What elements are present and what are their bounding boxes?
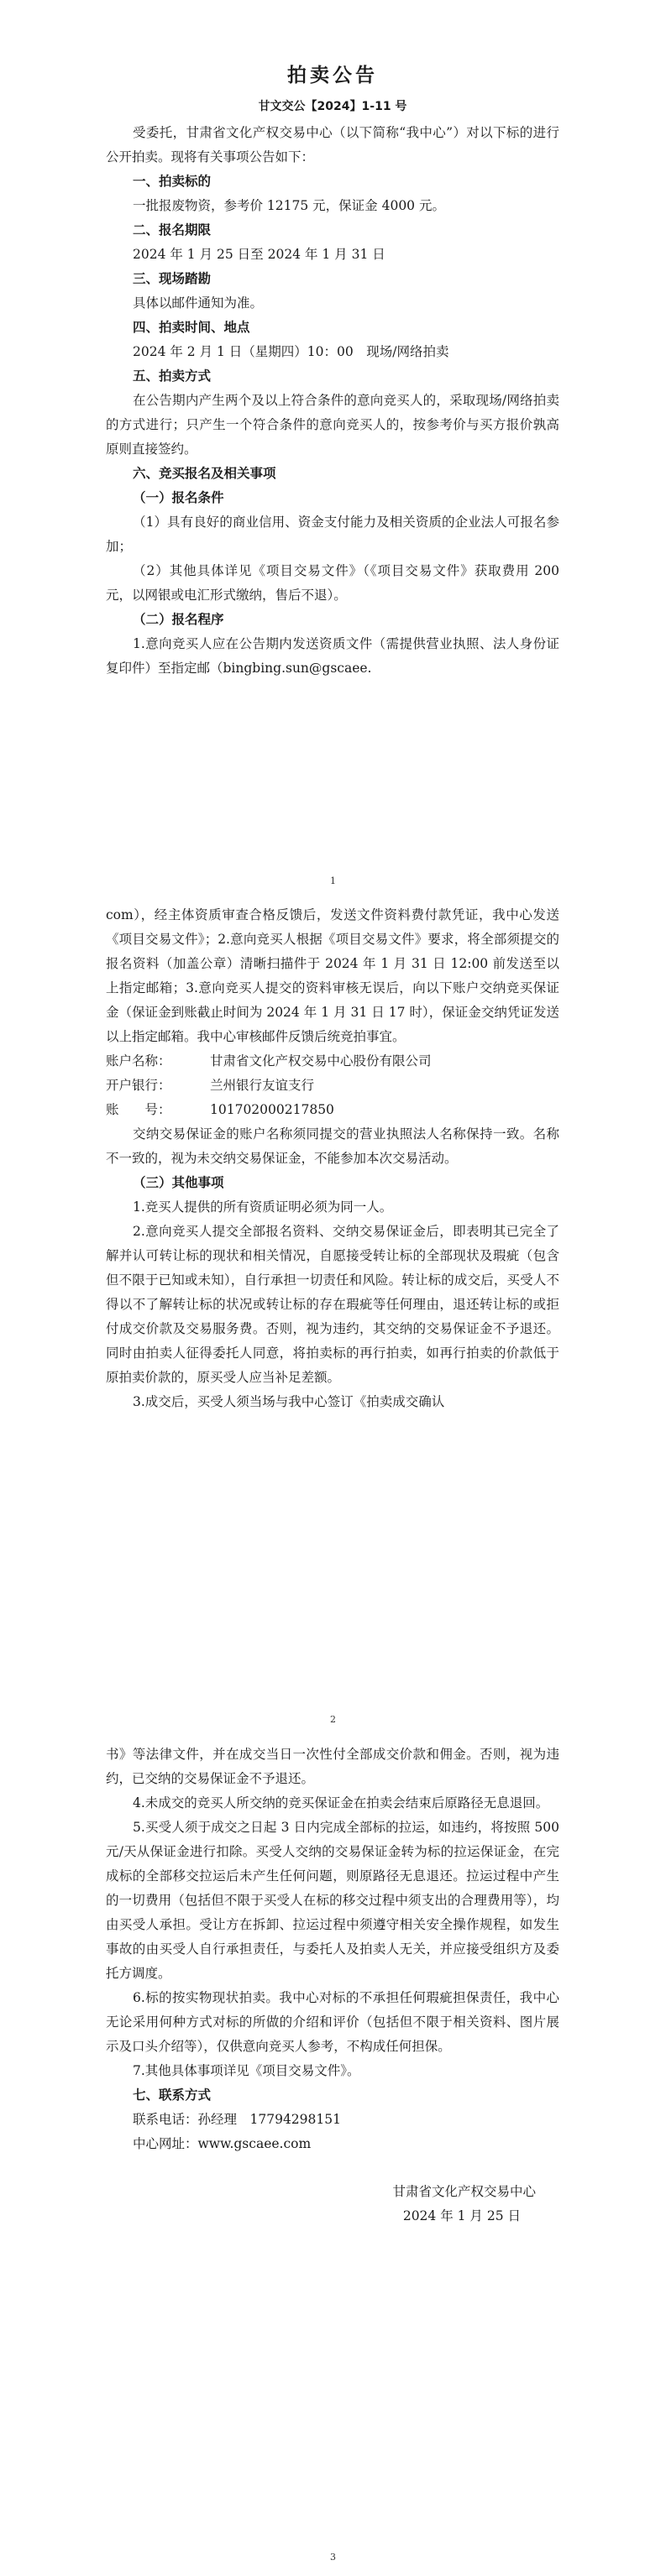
account-number-value: 101702000217850 xyxy=(210,1102,334,1117)
page-number: 2 xyxy=(330,1714,336,1725)
section-1-heading: 一、拍卖标的 xyxy=(133,174,212,189)
signature-organization: 甘肃省文化产权交易中心 xyxy=(392,2184,536,2199)
section-2-text: 2024 年 1 月 25 日至 2024 年 1 月 31 日 xyxy=(133,247,385,262)
contact-phone: 联系电话：孙经理 17794298151 xyxy=(133,2112,341,2127)
page-2-content xyxy=(106,903,559,1414)
registration-continued: com），经主体资质审查合格反馈后，发送文件资料费付款凭证，我中心发送《项目交易文件》；2.意向竞买人根据《项目交易文件》要求，将全部须提交的报名资料（加盖公章）清晰扫描件于 2024 年 1 月 31 日 12:00 前发送至以上指定邮箱；3.意向竞买人提交的资料审核无误后，向以下账户交纳竞买保证金（保证金到账截止时间为 2024 年 1 月 31 日 17 时），保证金交纳凭证发送以上指定邮箱。我中心审核邮件反馈后统竞拍事宜。 xyxy=(106,907,559,1044)
page-number: 3 xyxy=(330,2552,336,2563)
other-item-3-start: 3.成交后，买受人须当场与我中心签订《拍卖成交确认 xyxy=(133,1394,445,1409)
account-name-label: 账户名称： xyxy=(106,1053,171,1069)
page-3 xyxy=(0,1737,666,2576)
page-1 xyxy=(0,0,666,898)
section-3-heading: 三、现场踏勘 xyxy=(133,271,212,286)
account-name-row xyxy=(106,1049,559,1074)
deposit-note: 交纳交易保证金的账户名称须同提交的营业执照法人名称保持一致。名称不一致的，视为未交纳交易保证金，不能参加本次交易活动。 xyxy=(106,1126,559,1166)
contact-website: 中心网址：www.gscaee.com xyxy=(133,2136,312,2151)
section-6-heading: 六、竞买报名及相关事项 xyxy=(133,466,276,481)
signature-date: 2024 年 1 月 25 日 xyxy=(402,2208,521,2223)
section-1-text: 一批报废物资，参考价 12175 元，保证金 4000 元。 xyxy=(133,198,445,213)
subsection-2-heading: （二）报名程序 xyxy=(133,612,224,627)
bank-row xyxy=(106,1074,559,1098)
section-4-heading: 四、拍卖时间、地点 xyxy=(133,320,250,335)
page-3-content xyxy=(106,1743,559,2229)
document-title: 拍卖公告 xyxy=(287,65,378,86)
account-name-value: 甘肃省文化产权交易中心股份有限公司 xyxy=(210,1053,432,1069)
subsection-1-item-1: （1）具有良好的商业信用、资金支付能力及相关资质的企业法人可报名参加； xyxy=(106,515,559,554)
bank-label: 开户银行： xyxy=(106,1078,171,1093)
subsection-1-heading: （一）报名条件 xyxy=(133,490,224,505)
section-3-text: 具体以邮件通知为准。 xyxy=(133,295,264,311)
section-4-text: 2024 年 2 月 1 日（星期四）10：00 现场/网络拍卖 xyxy=(133,344,449,359)
page-number: 1 xyxy=(330,875,336,886)
section-2-heading: 二、报名期限 xyxy=(133,222,212,238)
other-item-7: 7.其他具体事项详见《项目交易文件》。 xyxy=(133,2063,360,2078)
subsection-1-item-2: （2）其他具体详见《项目交易文件》（《项目交易文件》获取费用 200 元，以网银或电汇形式缴纳，售后不退）。 xyxy=(106,563,559,603)
subsection-3-heading: （三）其他事项 xyxy=(133,1175,224,1190)
account-number-label: 账 号： xyxy=(106,1102,171,1117)
other-item-6: 6.标的按实物现状拍卖。我中心对标的不承担任何瑕疵担保责任，我中心无论采用何种方式对标的所做的介绍和评价（包括但不限于相关资料、图片展示及口头介绍等），仅供意向竞买人参考，不构成任何担保。 xyxy=(106,1990,559,2054)
subsection-2-item-1: 1.意向竞买人应在公告期内发送资质文件（需提供营业执照、法人身份证复印件）至指定邮（bingbing.sun@gscaee. xyxy=(106,636,559,676)
document-number: 甘文交公【2024】1-11 号 xyxy=(258,100,407,113)
page-2 xyxy=(0,898,666,1737)
section-5-heading: 五、拍卖方式 xyxy=(133,368,212,384)
other-item-4: 4.未成交的竞买人所交纳的竞买保证金在拍卖会结束后原路径无息退回。 xyxy=(133,1795,549,1811)
other-item-3-continued: 书》等法律文件，并在成交当日一次性付全部成交价款和佣金。否则，视为违约，已交纳的交易保证金不予退还。 xyxy=(106,1747,559,1786)
account-number-row xyxy=(106,1098,559,1122)
other-item-1: 1.竞买人提供的所有资质证明必须为同一人。 xyxy=(133,1199,393,1215)
section-7-heading: 七、联系方式 xyxy=(133,2087,212,2103)
other-item-2: 2.意向竞买人提交全部报名资料、交纳交易保证金后，即表明其已完全了解并认可转让标的现状和相关情况，自愿接受转让标的全部现状及瑕疵（包含但不限于已知或未知），自行承担一切责任和风险。转让标的成交后，买受人不得以不了解转让标的状况或转让标的存在瑕疵等任何理由，退还转让标的或拒付成交价款及交易服务费。否则，视为违约，其交纳的交易保证金不予退还。同时由拍卖人征得委托人同意，将拍卖标的再行拍卖，如再行拍卖的价款低于原拍卖价款的，原买受人应当补足差额。 xyxy=(106,1224,559,1385)
page-1-content xyxy=(106,62,559,681)
other-item-5: 5.买受人须于成交之日起 3 日内完成全部标的拉运，如违约，将按照 500 元/天从保证金进行扣除。买受人交纳的交易保证金转为标的拉运保证金，在完成标的全部移交拉运后未产生任何问题，则原路径无息退还。拉运过程中产生的一切费用（包括但不限于买受人在标的移交过程中须支出的合理费用等），均由买受人承担。受让方在拆卸、拉运过程中须遵守相关安全操作规程，如发生事故的由买受人自行承担责任，与委托人及拍卖人无关，并应接受组织方及委托方调度。 xyxy=(106,1820,559,1981)
intro-paragraph: 受委托，甘肃省文化产权交易中心（以下简称“我中心”）对以下标的进行公开拍卖。现将有关事项公告如下： xyxy=(106,125,559,165)
section-5-text: 在公告期内产生两个及以上符合条件的意向竞买人的，采取现场/网络拍卖的方式进行；只产生一个符合条件的意向竞买人的，按参考价与买方报价孰高原则直接签约。 xyxy=(106,393,559,457)
bank-value: 兰州银行友谊支行 xyxy=(210,1078,315,1093)
